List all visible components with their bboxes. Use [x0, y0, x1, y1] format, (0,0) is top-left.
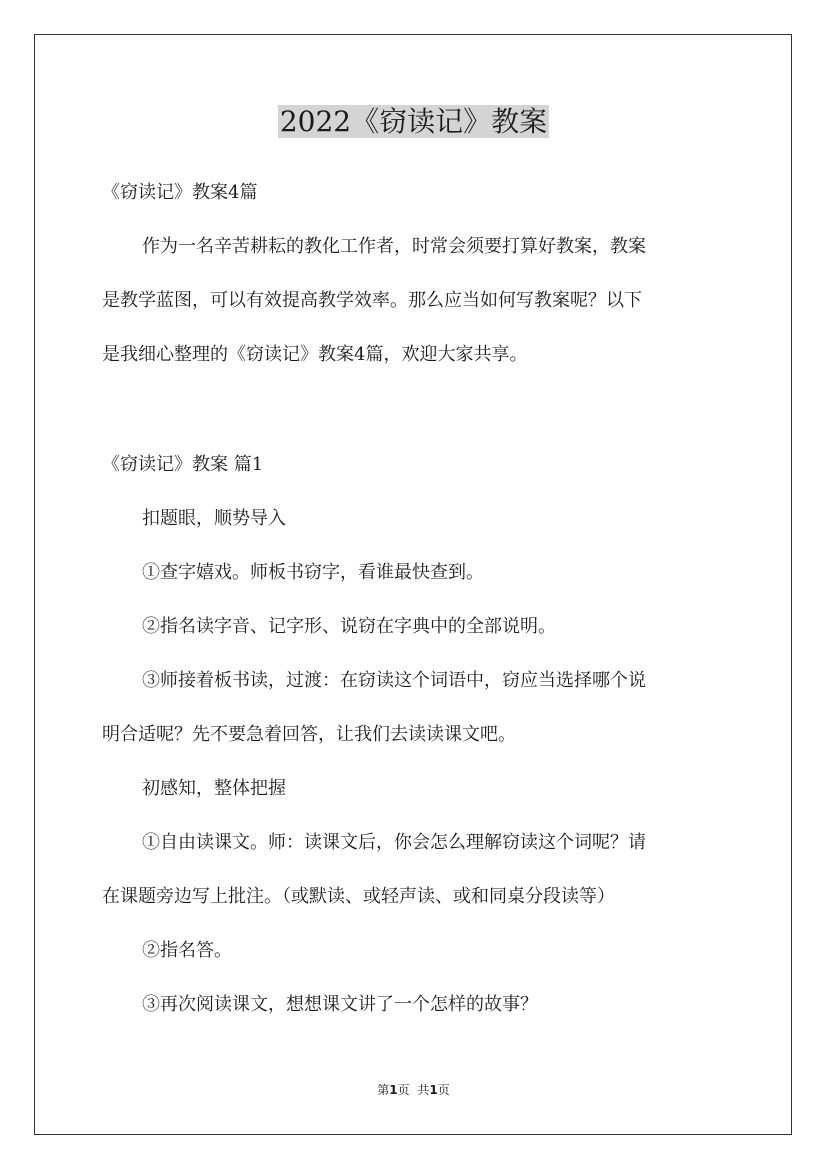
- body-line-5: 明合适呢？先不要急着回答，让我们去读读课文吧。: [102, 724, 516, 745]
- body-line-2: ①查字嬉戏。师板书窃字，看谁最快查到。: [142, 562, 484, 583]
- footer-page-number: 1: [389, 1083, 398, 1097]
- footer-page-suffix: 页: [397, 1083, 410, 1097]
- body-line-7: ①自由读课文。师：读课文后，你会怎么理解窃读这个词呢？请: [142, 832, 646, 853]
- body-line-4: ③师接着板书读，过渡：在窃读这个词语中，窃应当选择哪个说: [142, 670, 646, 691]
- footer-total-suffix: 页: [437, 1083, 450, 1097]
- footer-total-prefix: 共: [417, 1083, 430, 1097]
- body-line-9: ②指名答。: [142, 940, 232, 961]
- document-title-text: 2022《窃读记》教案: [279, 105, 548, 138]
- body-line-10: ③再次阅读课文，想想课文讲了一个怎样的故事？: [142, 994, 538, 1015]
- document-subtitle: 《窃读记》教案4篇: [102, 182, 258, 203]
- footer-page-prefix: 第: [377, 1083, 390, 1097]
- section-heading: 《窃读记》教案 篇1: [102, 454, 264, 475]
- intro-line-1: 作为一名辛苦耕耘的教化工作者，时常会须要打算好教案，教案: [142, 236, 646, 257]
- intro-line-3: 是我细心整理的《窃读记》教案4篇，欢迎大家共享。: [102, 344, 528, 365]
- footer-total-number: 1: [429, 1083, 438, 1097]
- body-line-6: 初感知，整体把握: [142, 778, 286, 799]
- body-line-1: 扣题眼，顺势导入: [142, 508, 286, 529]
- body-line-3: ②指名读字音、记字形、说窃在字典中的全部说明。: [142, 616, 556, 637]
- intro-line-2: 是教学蓝图，可以有效提高教学效率。那么应当如何写教案呢？以下: [102, 290, 642, 311]
- document-title: [0, 100, 827, 144]
- body-line-8: 在课题旁边写上批注。（或默读、或轻声读、或和同桌分段读等）: [102, 886, 615, 907]
- page-footer: [0, 1081, 827, 1099]
